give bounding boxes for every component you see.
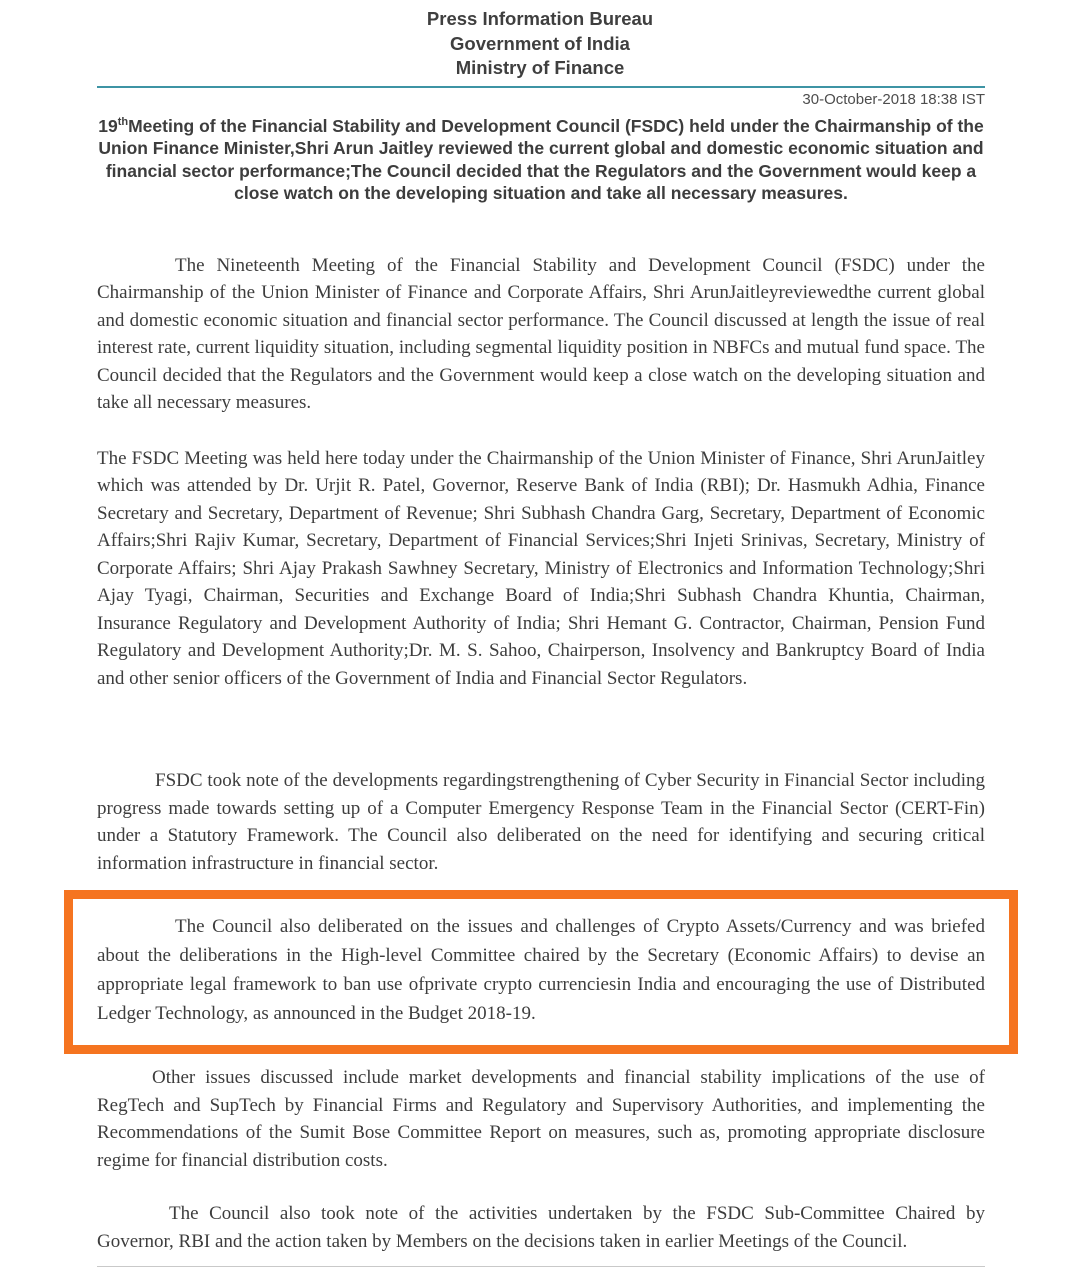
content-area (97, 86, 985, 1256)
header-bureau: Press Information Bureau (426, 8, 654, 29)
headline-ordinal-suffix: th (117, 115, 129, 128)
headline-text: Meeting of the Financial Stability and Development Council (FSDC) held under the Chairmanship of the Union Finance Minister,Shri Arun Jaitley reviewed the current global and domestic economic situation and financial sector performance;The Council decided that the Regulators and the Government would keep a close watch on the developing situation and take all necessary measures. (98, 115, 984, 203)
highlighted-paragraph-box (64, 890, 1018, 1054)
document-header (0, 0, 1080, 81)
body-text (97, 252, 985, 1256)
headline (97, 115, 985, 205)
highlighted-paragraph: The Council also deliberated on the issues and challenges of Crypto Assets/Currency and was briefed about the deliberations in the High-level Committee chaired by the Secretary (Economic Affairs) to devise an appropriate legal framework to ban use ofprivate crypto currenciesin India and encouraging the use of Distributed Ledger Technology, as announced in the Budget 2018-19. (97, 916, 985, 1024)
paragraph-3: FSDC took note of the developments regardingstrengthening of Cyber Security in Financial Sector including progress made towards setting up of a Computer Emergency Response Team in the Financial Sector (CERT-Fin) under a Statutory Framework. The Council also deliberated on the need for identifying and securing critical information infrastructure in financial sector. (97, 770, 985, 874)
paragraph-5: The Council also took note of the activities undertaken by the FSDC Sub-Committee Chaired by Governor, RBI and the action taken by Members on the decisions taken in earlier Meetings of the Council. (97, 1203, 985, 1252)
paragraph-1: The Nineteenth Meeting of the Financial Stability and Development Council (FSDC) under the Chairmanship of the Union Minister of Finance and Corporate Affairs, Shri ArunJaitleyreviewedthe current global and domestic economic situation and financial sector performance. The Council discussed at length the issue of real interest rate, current liquidity situation, including segmental liquidity position in NBFCs and mutual fund space. The Council decided that the Regulators and the Government would keep a close watch on the developing situation and take all necessary measures. (97, 254, 985, 413)
headline-meeting-number: 19 (98, 115, 118, 136)
bottom-divider (97, 1266, 985, 1267)
header-government: Government of India (450, 32, 630, 54)
paragraph-4: Other issues discussed include market developments and financial stability implications of the use of RegTech and SupTech by Financial Firms and Regulatory and Supervisory Authorities, and implementing the Recommendations of the Sumit Bose Committee Report on measures, such as, promoting appropriate disclosure regime for financial distribution costs. (97, 1067, 985, 1171)
paragraph-2: The FSDC Meeting was held here today under the Chairmanship of the Union Minister of Finance, Shri ArunJaitley which was attended by Dr. Urjit R. Patel, Governor, Reserve Bank of India (RBI); Dr. Hasmukh Adhia, Finance Secretary and Secretary, Department of Revenue; Shri Subhash Chandra Garg, Secretary, Department of Economic Affairs;Shri Rajiv Kumar, Secretary, Department of Financial Services;Shri Injeti Srinivas, Secretary, Ministry of Corporate Affairs; Shri Ajay Prakash Sawhney Secretary, Ministry of Electronics and Information Technology;Shri Ajay Tyagi, Chairman, Securities and Exchange Board of India;Shri Subhash Chandra Khuntia, Chairman, Insurance Regulatory and Development Authority of India; Shri Hemant G. Contractor, Chairman, Pension Fund Regulatory and Development Authority;Dr. M. S. Sahoo, Chairperson, Insolvency and Bankruptcy Board of India and other senior officers of the Government of India and Financial Sector Regulators. (97, 447, 985, 689)
header-ministry: Ministry of Finance (455, 57, 625, 78)
header-divider (97, 86, 985, 88)
dateline: 30-October-2018 18:38 IST (802, 90, 985, 108)
